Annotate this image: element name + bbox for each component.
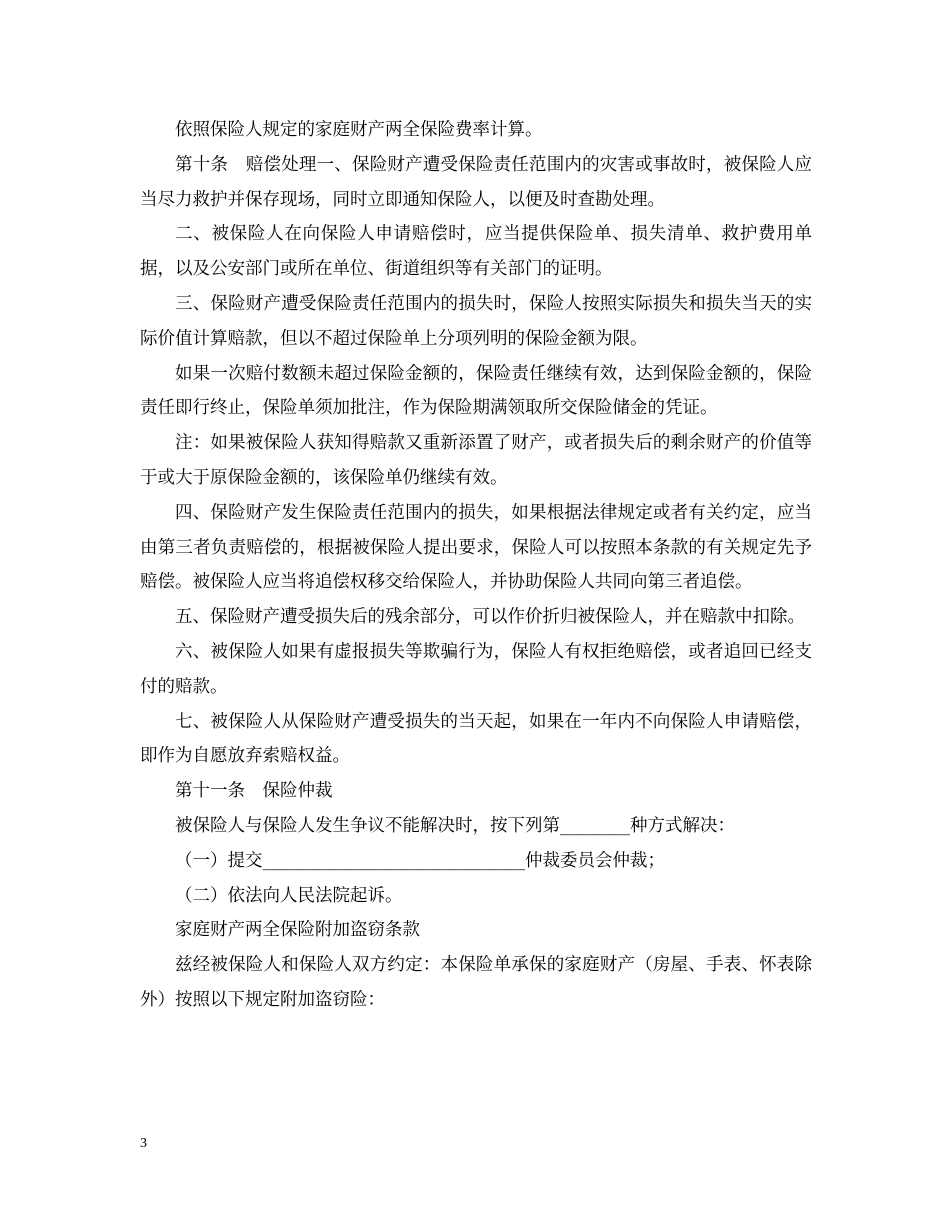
- paragraph: 兹经被保险人和保险人双方约定：本保险单承保的家庭财产（房屋、手表、怀表除外）按照以下规定附加盗窃险：: [140, 955, 812, 1010]
- paragraph: 六、被保险人如果有虚报损失等欺骗行为，保险人有权拒绝赔偿，或者追回已经支付的赔款。: [140, 641, 812, 697]
- paragraph: 第十条 赔偿处理一、保险财产遭受保险责任范围内的灾害或事故时，被保险人应当尽力救护并保存现场，同时立即通知保险人，以便及时查勘处理。: [140, 154, 812, 210]
- page-number: 3: [140, 1136, 147, 1151]
- paragraph: （二）依法向人民法院起诉。: [175, 885, 403, 906]
- paragraph: 被保险人与保险人发生争议不能解决时，按下列第________种方式解决：: [175, 815, 735, 836]
- paragraph: 七、被保险人从保险财产遭受损失的当天起，如果在一年内不向保险人申请赔偿，即作为自愿放弃索赔权益。: [140, 711, 812, 767]
- paragraph: （一）提交______________________________仲裁委员会仲裁；: [175, 850, 665, 871]
- document-body: [140, 113, 812, 1018]
- paragraph: 二、被保险人在向保险人申请赔偿时，应当提供保险单、损失清单、救护费用单据，以及公安部门或所在单位、街道组织等有关部门的证明。: [140, 224, 812, 280]
- paragraph: 注：如果被保险人获知得赔款又重新添置了财产，或者损失后的剩余财产的价值等于或大于原保险金额的，该保险单仍继续有效。: [140, 433, 812, 488]
- paragraph: 五、保险财产遭受损失后的残余部分，可以作价折归被保险人，并在赔款中扣除。: [175, 607, 805, 628]
- paragraph: 三、保险财产遭受保险责任范围内的损失时，保险人按照实际损失和损失当天的实际价值计算赔款，但以不超过保险单上分项列明的保险金额为限。: [140, 293, 812, 349]
- paragraph: 如果一次赔付数额未超过保险金额的，保险责任继续有效，达到保险金额的，保险责任即行终止，保险单须加批注，作为保险期满领取所交保险储金的凭证。: [140, 363, 812, 419]
- paragraph: 四、保险财产发生保险责任范围内的损失，如果根据法律规定或者有关约定，应当由第三者负责赔偿的，根据被保险人提出要求，保险人可以按照本条款的有关规定先予赔偿。被保险人应当将追偿权移交给保险人，并协助保险人共同向第三者追偿。: [140, 502, 812, 593]
- section-heading: 家庭财产两全保险附加盗窃条款: [175, 920, 420, 941]
- paragraph: 依照保险人规定的家庭财产两全保险费率计算。: [175, 120, 543, 140]
- section-heading: 第十一条 保险仲裁: [175, 781, 333, 802]
